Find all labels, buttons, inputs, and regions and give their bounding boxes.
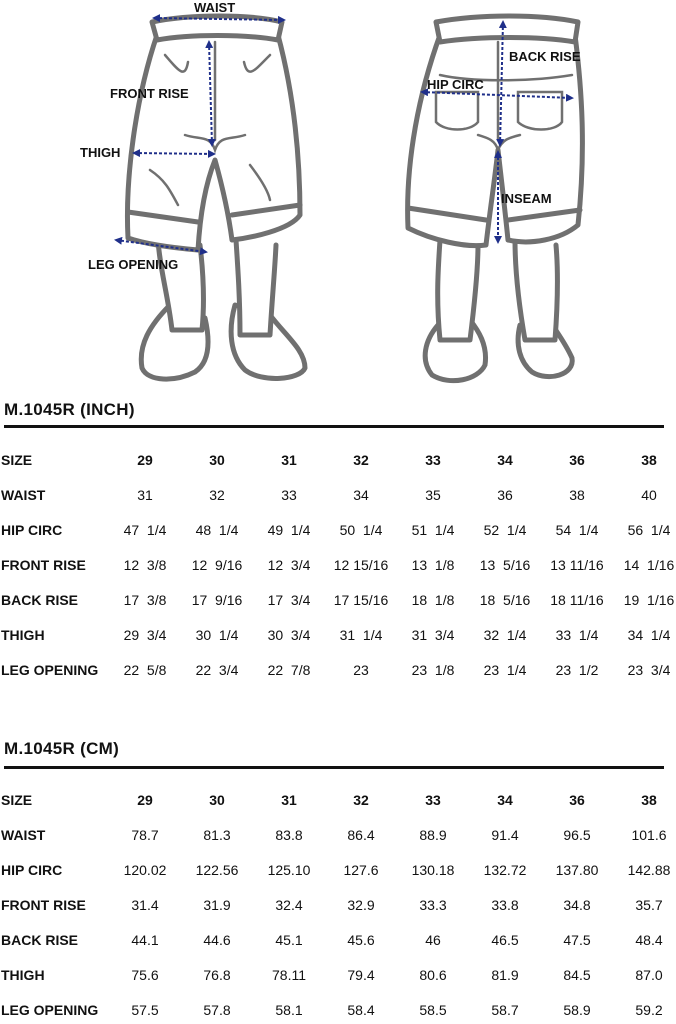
table-row bbox=[0, 897, 676, 917]
table-cell: 132.72 bbox=[483, 862, 527, 878]
waist-label: WAIST bbox=[194, 0, 236, 15]
table-cell: 57.8 bbox=[203, 1002, 231, 1018]
table-cell: 40 bbox=[641, 487, 657, 503]
table-cell: 120.02 bbox=[123, 862, 167, 878]
table-cell: 17 9/16 bbox=[191, 592, 243, 608]
table-cell: 58.9 bbox=[563, 1002, 591, 1018]
table-cell: 46.5 bbox=[491, 932, 519, 948]
table-cell: 78.7 bbox=[131, 827, 159, 843]
table-cell: 125.10 bbox=[267, 862, 311, 878]
table-cell: 38 bbox=[641, 452, 657, 468]
table-cell: 49 1/4 bbox=[267, 522, 311, 538]
table-cell: 34.8 bbox=[563, 897, 591, 913]
row-label: WAIST bbox=[1, 827, 46, 843]
table-cell: 13 5/16 bbox=[479, 557, 531, 573]
table-cell: 84.5 bbox=[563, 967, 591, 983]
table-row bbox=[0, 827, 676, 847]
table-cell: 38 bbox=[569, 487, 585, 503]
row-label: SIZE bbox=[1, 452, 33, 468]
cm-table-title: M.1045R (CM) bbox=[4, 739, 120, 758]
table-cell: 23 1/8 bbox=[411, 662, 455, 678]
table-cell: 80.6 bbox=[419, 967, 447, 983]
table-cell: 29 bbox=[137, 452, 153, 468]
table-cell: 31 bbox=[281, 452, 297, 468]
table-cell: 130.18 bbox=[411, 862, 455, 878]
table-cell: 30 1/4 bbox=[195, 627, 239, 643]
table-cell: 31.4 bbox=[131, 897, 159, 913]
table-cell: 18 11/16 bbox=[550, 592, 604, 608]
table-cell: 44.6 bbox=[203, 932, 231, 948]
table-cell: 30 bbox=[209, 452, 225, 468]
table-cell: 36 bbox=[569, 792, 585, 808]
row-label: SIZE bbox=[1, 792, 33, 808]
table-cell: 36 bbox=[497, 487, 513, 503]
table-cell: 30 3/4 bbox=[267, 627, 311, 643]
table-cell: 33.8 bbox=[491, 897, 519, 913]
table-cell: 17 15/16 bbox=[333, 592, 389, 608]
hip-circ-label: HIP CIRC bbox=[427, 77, 484, 92]
table-cell: 29 bbox=[137, 792, 153, 808]
table-cell: 31 1/4 bbox=[339, 627, 383, 643]
table-cell: 32 1/4 bbox=[483, 627, 527, 643]
table-row bbox=[0, 1002, 676, 1022]
table-cell: 35 bbox=[425, 487, 441, 503]
row-label: FRONT RISE bbox=[1, 897, 86, 913]
table-cell: 33 bbox=[425, 452, 441, 468]
table-cell: 23 1/2 bbox=[555, 662, 599, 678]
table-cell: 86.4 bbox=[347, 827, 375, 843]
table-row bbox=[0, 862, 676, 882]
back-shorts-figure bbox=[408, 16, 583, 381]
table-cell: 32 bbox=[353, 452, 369, 468]
table-cell: 54 1/4 bbox=[555, 522, 599, 538]
table-cell: 88.9 bbox=[419, 827, 447, 843]
table-cell: 32.4 bbox=[275, 897, 303, 913]
table-cell: 58.7 bbox=[491, 1002, 519, 1018]
table-cell: 23 1/4 bbox=[483, 662, 527, 678]
table-cell: 33 bbox=[281, 487, 297, 503]
row-label: BACK RISE bbox=[1, 592, 79, 608]
table-cell: 81.9 bbox=[491, 967, 519, 983]
table-row bbox=[0, 452, 676, 472]
table-cell: 22 5/8 bbox=[123, 662, 167, 678]
table-cell: 32.9 bbox=[347, 897, 375, 913]
table-cell: 19 1/16 bbox=[623, 592, 675, 608]
table-cell: 76.8 bbox=[203, 967, 231, 983]
table-cell: 34 1/4 bbox=[627, 627, 671, 643]
table-cell: 32 bbox=[353, 792, 369, 808]
table-cell: 23 3/4 bbox=[627, 662, 671, 678]
table-cell: 91.4 bbox=[491, 827, 519, 843]
table-cell: 56 1/4 bbox=[627, 522, 671, 538]
row-label: THIGH bbox=[1, 967, 45, 983]
table-cell: 17 3/8 bbox=[123, 592, 167, 608]
table-cell: 137.80 bbox=[555, 862, 599, 878]
cm-table-divider bbox=[4, 766, 664, 769]
table-cell: 33 1/4 bbox=[555, 627, 599, 643]
table-cell: 81.3 bbox=[203, 827, 231, 843]
table-row bbox=[0, 592, 676, 612]
front-rise-label: FRONT RISE bbox=[110, 86, 189, 101]
table-row bbox=[0, 662, 676, 682]
table-cell: 34 bbox=[497, 792, 513, 808]
table-cell: 29 3/4 bbox=[123, 627, 167, 643]
table-cell: 35.7 bbox=[635, 897, 663, 913]
table-cell: 58.1 bbox=[275, 1002, 303, 1018]
table-row bbox=[0, 967, 676, 987]
table-cell: 33 bbox=[425, 792, 441, 808]
table-cell: 13 1/8 bbox=[411, 557, 455, 573]
table-row bbox=[0, 487, 676, 507]
table-cell: 12 3/8 bbox=[123, 557, 167, 573]
table-cell: 50 1/4 bbox=[339, 522, 383, 538]
table-cell: 78.11 bbox=[272, 967, 306, 983]
table-cell: 87.0 bbox=[635, 967, 663, 983]
table-cell: 48 1/4 bbox=[195, 522, 239, 538]
thigh-label: THIGH bbox=[80, 145, 121, 160]
row-label: BACK RISE bbox=[1, 932, 79, 948]
table-row bbox=[0, 522, 676, 542]
table-cell: 45.6 bbox=[347, 932, 375, 948]
table-cell: 31 bbox=[281, 792, 297, 808]
table-row bbox=[0, 627, 676, 647]
measurement-diagram bbox=[0, 0, 676, 390]
table-cell: 12 9/16 bbox=[191, 557, 243, 573]
table-cell: 12 3/4 bbox=[267, 557, 311, 573]
table-cell: 34 bbox=[497, 452, 513, 468]
table-cell: 13 11/16 bbox=[550, 557, 604, 573]
table-cell: 18 1/8 bbox=[411, 592, 455, 608]
row-label: WAIST bbox=[1, 487, 46, 503]
table-cell: 57.5 bbox=[131, 1002, 159, 1018]
table-cell: 34 bbox=[353, 487, 369, 503]
row-label: HIP CIRC bbox=[1, 862, 63, 878]
table-cell: 22 7/8 bbox=[267, 662, 311, 678]
row-label: LEG OPENING bbox=[1, 662, 99, 678]
row-label: LEG OPENING bbox=[1, 1002, 99, 1018]
back-rise-label: BACK RISE bbox=[509, 49, 581, 64]
table-cell: 52 1/4 bbox=[483, 522, 527, 538]
table-cell: 96.5 bbox=[563, 827, 591, 843]
table-row bbox=[0, 557, 676, 577]
table-cell: 36 bbox=[569, 452, 585, 468]
table-cell: 38 bbox=[641, 792, 657, 808]
table-cell: 30 bbox=[209, 792, 225, 808]
table-cell: 31.9 bbox=[203, 897, 231, 913]
table-cell: 48.4 bbox=[635, 932, 663, 948]
leg-opening-label: LEG OPENING bbox=[88, 257, 179, 272]
table-cell: 83.8 bbox=[275, 827, 303, 843]
table-cell: 142.88 bbox=[627, 862, 671, 878]
table-cell: 101.6 bbox=[631, 827, 667, 843]
table-cell: 47.5 bbox=[563, 932, 591, 948]
table-cell: 47 1/4 bbox=[123, 522, 167, 538]
table-cell: 18 5/16 bbox=[479, 592, 531, 608]
table-cell: 75.6 bbox=[131, 967, 159, 983]
table-cell: 122.56 bbox=[195, 862, 239, 878]
inch-table-divider bbox=[4, 425, 664, 428]
table-cell: 32 bbox=[209, 487, 225, 503]
inseam-label: INSEAM bbox=[501, 191, 552, 206]
table-cell: 79.4 bbox=[347, 967, 375, 983]
table-cell: 58.5 bbox=[419, 1002, 447, 1018]
table-cell: 17 3/4 bbox=[267, 592, 311, 608]
table-cell: 31 bbox=[137, 487, 153, 503]
row-label: FRONT RISE bbox=[1, 557, 86, 573]
table-cell: 127.6 bbox=[343, 862, 379, 878]
table-cell: 59.2 bbox=[635, 1002, 663, 1018]
table-cell: 14 1/16 bbox=[623, 557, 675, 573]
table-cell: 12 15/16 bbox=[333, 557, 389, 573]
table-cell: 23 bbox=[353, 662, 369, 678]
table-cell: 33.3 bbox=[419, 897, 447, 913]
table-cell: 51 1/4 bbox=[411, 522, 455, 538]
table-cell: 31 3/4 bbox=[411, 627, 455, 643]
row-label: HIP CIRC bbox=[1, 522, 63, 538]
inch-table-title: M.1045R (INCH) bbox=[4, 400, 135, 419]
table-cell: 22 3/4 bbox=[195, 662, 239, 678]
table-cell: 46 bbox=[425, 932, 441, 948]
table-row bbox=[0, 932, 676, 952]
table-cell: 44.1 bbox=[131, 932, 159, 948]
table-cell: 58.4 bbox=[347, 1002, 375, 1018]
table-cell: 45.1 bbox=[275, 932, 303, 948]
table-row bbox=[0, 792, 676, 812]
row-label: THIGH bbox=[1, 627, 45, 643]
